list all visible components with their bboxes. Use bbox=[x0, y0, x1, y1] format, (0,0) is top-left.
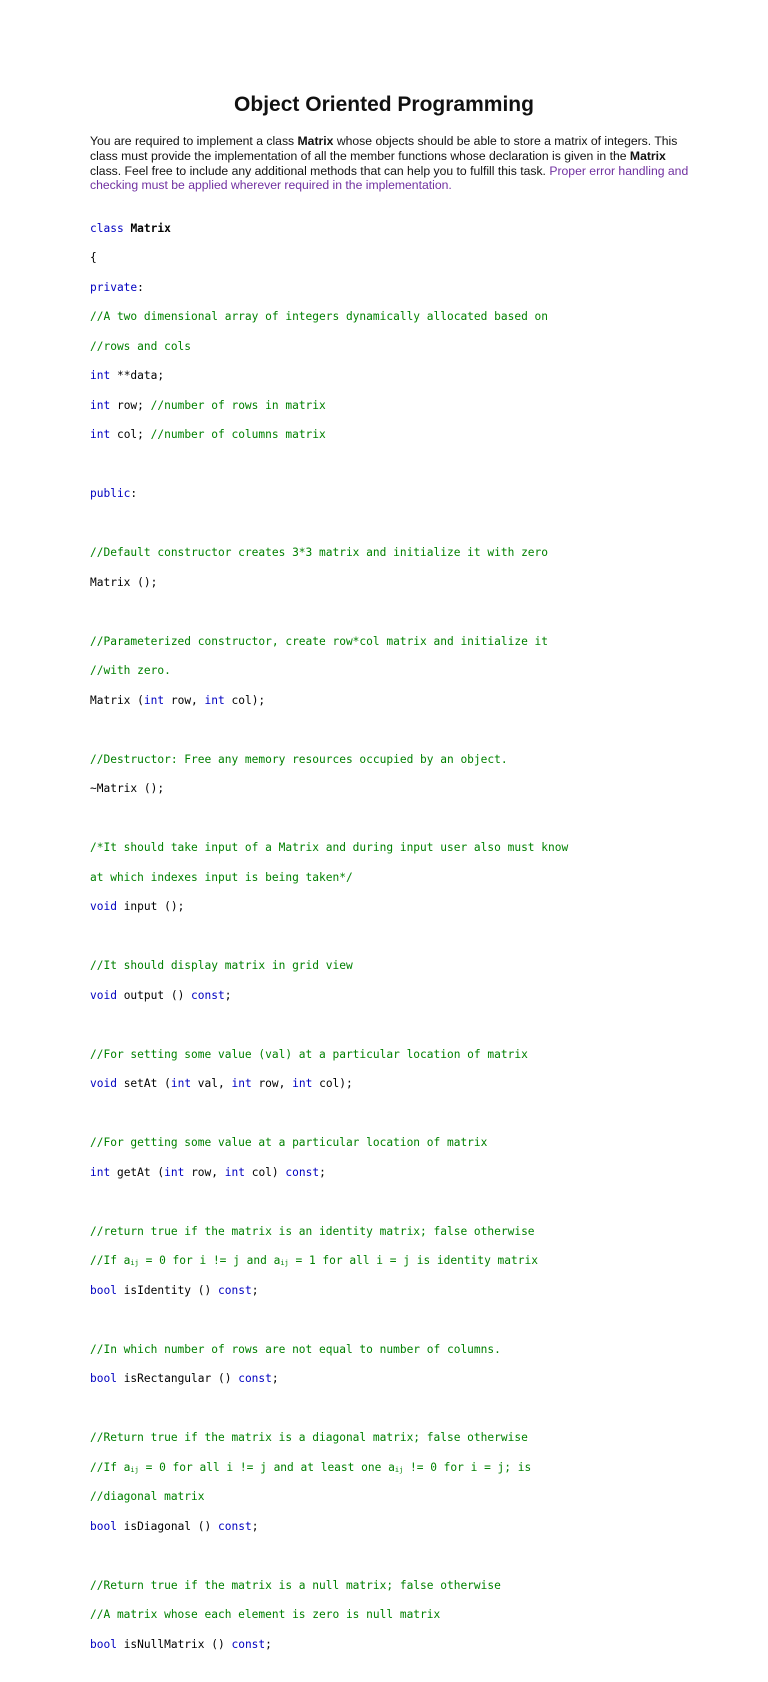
comment-data-1: //A two dimensional array of integers dynamically allocated based on bbox=[90, 310, 549, 324]
comment-identity-part: = 0 for i != j and a bbox=[138, 1254, 281, 1268]
blank-line bbox=[90, 1549, 710, 1564]
blank-line bbox=[90, 517, 710, 532]
keyword-const: const bbox=[238, 1372, 272, 1386]
keyword-void: void bbox=[90, 1077, 117, 1091]
keyword-const: const bbox=[285, 1165, 320, 1179]
comment-null-1: //Return true if the matrix is a null matrix; false otherwise bbox=[90, 1578, 501, 1592]
keyword-bool: bool bbox=[90, 1283, 117, 1297]
col-declaration: col; bbox=[110, 428, 151, 442]
code-line-param-ctor bbox=[90, 694, 710, 709]
subscript-ij: ij bbox=[130, 1465, 139, 1474]
keyword-int: int bbox=[224, 1165, 245, 1179]
blank-line bbox=[90, 1018, 710, 1033]
param-ctor-col: col); bbox=[224, 693, 266, 707]
comment-identity-2 bbox=[90, 1254, 710, 1269]
code-line-input bbox=[90, 900, 710, 915]
code-line-diagonal bbox=[90, 1520, 710, 1535]
param-ctor-name: Matrix ( bbox=[90, 693, 144, 707]
getat-col: col) bbox=[244, 1165, 286, 1179]
code-line-getat bbox=[90, 1166, 710, 1181]
keyword-const: const bbox=[231, 1637, 266, 1651]
blank-line bbox=[90, 458, 710, 473]
output-function: output () bbox=[116, 988, 192, 1002]
comment-diagonal-part: //If a bbox=[90, 1460, 131, 1474]
keyword-const: const bbox=[218, 1519, 252, 1533]
comment-identity-part: = 1 for all i = j is identity matrix bbox=[288, 1254, 538, 1268]
comment-rectangular: //In which number of rows are not equal to number of columns. bbox=[90, 1342, 501, 1356]
semicolon: ; bbox=[265, 1637, 272, 1651]
code-line-col bbox=[90, 428, 710, 443]
comment-diagonal-2 bbox=[90, 1461, 710, 1476]
comment-data-2: //rows and cols bbox=[90, 339, 192, 353]
comment-identity-1: //return true if the matrix is an identity matrix; false otherwise bbox=[90, 1224, 535, 1238]
semicolon: ; bbox=[224, 988, 232, 1002]
code-line-private bbox=[90, 281, 710, 296]
keyword-const: const bbox=[218, 1283, 252, 1297]
blank-line bbox=[90, 723, 710, 738]
setat-name: setAt ( bbox=[116, 1077, 171, 1091]
subscript-ij: ij bbox=[394, 1465, 404, 1474]
code-line-setat bbox=[90, 1077, 710, 1092]
setat-row: row, bbox=[251, 1077, 293, 1091]
keyword-int: int bbox=[231, 1077, 252, 1091]
page-title: Object Oriented Programming bbox=[234, 93, 534, 116]
keyword-bool: bool bbox=[90, 1519, 117, 1533]
code-line-null bbox=[90, 1638, 710, 1653]
param-ctor-row: row, bbox=[164, 693, 205, 707]
keyword-int: int bbox=[90, 1165, 111, 1179]
blank-line bbox=[90, 930, 710, 945]
intro-text-1: You are required to implement a class bbox=[90, 134, 298, 148]
code-line-rectangular bbox=[90, 1372, 710, 1387]
comment-identity-part: //If a bbox=[90, 1254, 131, 1268]
isnullmatrix-function: isNullMatrix () bbox=[116, 1637, 232, 1651]
keyword-int: int bbox=[292, 1077, 313, 1091]
subscript-ij: ij bbox=[130, 1259, 139, 1268]
keyword-int: int bbox=[143, 693, 165, 707]
keyword-int: int bbox=[90, 398, 111, 412]
intro-paragraph bbox=[90, 134, 690, 193]
comment-input-1: /*It should take input of a Matrix and during input user also must know bbox=[90, 841, 569, 855]
intro-class-name-1: Matrix bbox=[297, 134, 334, 148]
code-line-data bbox=[90, 369, 710, 384]
code-line-public bbox=[90, 487, 710, 502]
row-declaration: row; bbox=[110, 398, 151, 412]
comment-diagonal-3: //diagonal matrix bbox=[90, 1490, 205, 1504]
comment-default-ctor: //Default constructor creates 3*3 matrix and initialize it with zero bbox=[90, 546, 549, 560]
setat-col: col); bbox=[312, 1077, 353, 1091]
blank-line bbox=[90, 1195, 710, 1210]
comment-setat: //For setting some value (val) at a particular location of matrix bbox=[90, 1047, 528, 1061]
setat-val: val, bbox=[191, 1077, 232, 1091]
keyword-void: void bbox=[90, 988, 117, 1002]
semicolon: ; bbox=[319, 1165, 326, 1179]
keyword-int: int bbox=[170, 1077, 192, 1091]
isidentity-function: isIdentity () bbox=[116, 1283, 218, 1297]
blank-line bbox=[90, 1402, 710, 1417]
data-declaration: **data; bbox=[110, 369, 165, 383]
code-line-destructor: ~Matrix (); bbox=[90, 782, 165, 796]
comment-null-2: //A matrix whose each element is zero is null matrix bbox=[90, 1608, 441, 1622]
comment-col: //number of columns matrix bbox=[150, 428, 326, 442]
intro-text-3: class. Feel free to include any additional methods that can help you to fulfill this task. bbox=[90, 163, 550, 178]
keyword-int: int bbox=[164, 1165, 185, 1179]
keyword-public: public bbox=[90, 487, 131, 501]
code-line-open-brace: { bbox=[90, 251, 97, 265]
keyword-bool: bool bbox=[90, 1372, 117, 1386]
subscript-ij: ij bbox=[280, 1259, 289, 1268]
keyword-bool: bool bbox=[90, 1637, 117, 1651]
keyword-class: class bbox=[90, 221, 124, 235]
semicolon: ; bbox=[251, 1283, 259, 1297]
comment-param-ctor-1: //Parameterized constructor, create row*col matrix and initialize it bbox=[90, 634, 549, 648]
code-line-output bbox=[90, 989, 710, 1004]
comment-input-2: at which indexes input is being taken*/ bbox=[90, 870, 353, 884]
getat-row: row, bbox=[184, 1165, 225, 1179]
isdiagonal-function: isDiagonal () bbox=[116, 1519, 218, 1533]
private-colon: : bbox=[137, 280, 144, 294]
semicolon: ; bbox=[251, 1519, 259, 1533]
comment-destructor: //Destructor: Free any memory resources occupied by an object. bbox=[90, 752, 508, 766]
blank-line bbox=[90, 1107, 710, 1122]
comment-diagonal-part: != 0 for i = j; is bbox=[403, 1460, 532, 1474]
keyword-void: void bbox=[90, 900, 117, 914]
comment-output: //It should display matrix in grid view bbox=[90, 959, 353, 973]
code-listing bbox=[90, 207, 710, 1682]
code-line-row bbox=[90, 399, 710, 414]
blank-line bbox=[90, 812, 710, 827]
intro-error-handling-note: Proper error handling and checking must be applied wherever required in the implementation. bbox=[90, 163, 689, 193]
public-colon: : bbox=[130, 487, 138, 501]
keyword-int: int bbox=[90, 428, 111, 442]
code-line-default-ctor: Matrix (); bbox=[90, 575, 158, 589]
getat-name: getAt ( bbox=[110, 1165, 165, 1179]
comment-row: //number of rows in matrix bbox=[150, 398, 326, 412]
semicolon: ; bbox=[271, 1372, 279, 1386]
class-name: Matrix bbox=[130, 221, 171, 235]
keyword-const: const bbox=[191, 988, 225, 1002]
comment-diagonal-1: //Return true if the matrix is a diagonal matrix; false otherwise bbox=[90, 1431, 528, 1445]
intro-class-name-2: Matrix bbox=[629, 148, 666, 163]
blank-line bbox=[90, 605, 710, 620]
keyword-int: int bbox=[90, 369, 111, 383]
code-line-identity bbox=[90, 1284, 710, 1299]
keyword-int: int bbox=[204, 693, 225, 707]
keyword-private: private bbox=[90, 280, 138, 294]
comment-diagonal-part: = 0 for all i != j and at least one a bbox=[138, 1460, 395, 1474]
code-line-class bbox=[90, 222, 710, 237]
blank-line bbox=[90, 1313, 710, 1328]
isrectangular-function: isRectangular () bbox=[116, 1372, 239, 1386]
comment-getat: //For getting some value at a particular location of matrix bbox=[90, 1136, 488, 1150]
intro-text-2: whose objects should be able to store a matrix of integers. This class must provide the implementation of all the member functions whose declaration is given in the bbox=[90, 134, 678, 163]
comment-param-ctor-2: //with zero. bbox=[90, 664, 171, 678]
input-function: input (); bbox=[116, 900, 185, 914]
